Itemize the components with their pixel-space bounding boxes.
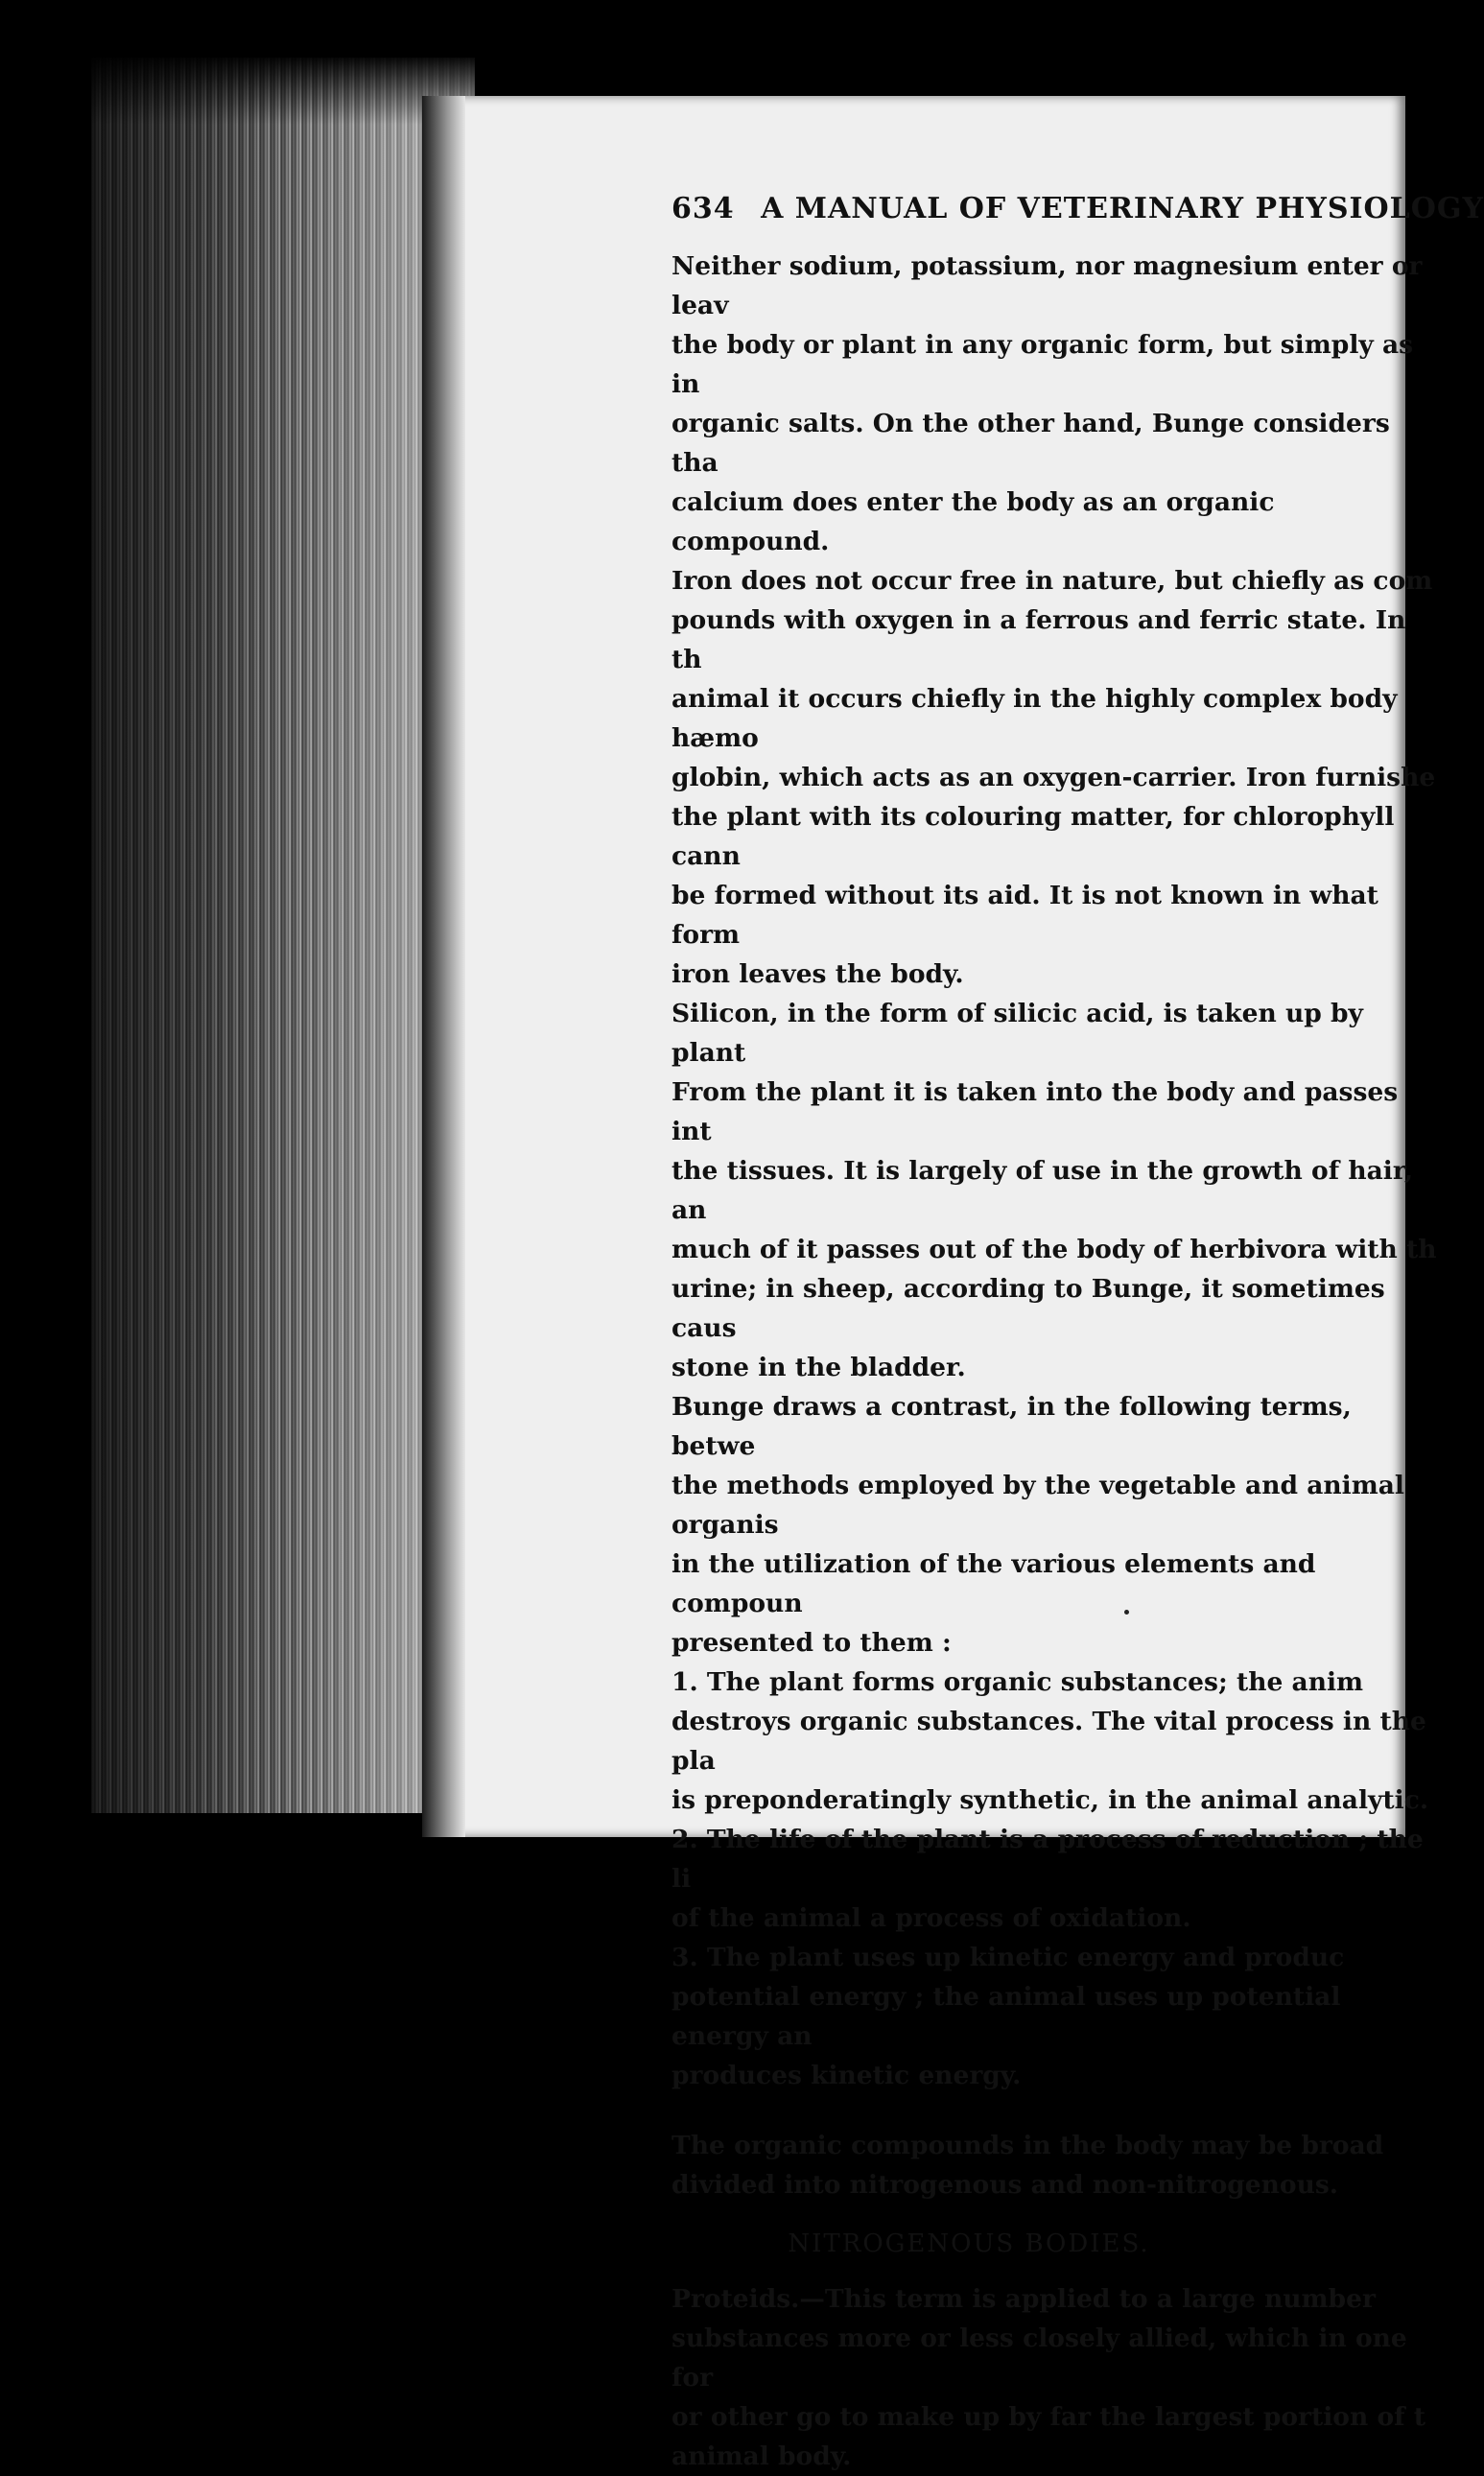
paragraph-silicon: Silicon, in the form of silicic acid, is taken up by plant From the plant it is taken into the body and passes int the tissues. It is largely of use in the growth of hair, an much of it passes out of the body of herbivora with th urine; in sheep, according to Bunge, it sometimes caus stone in the bladder.: [671, 999, 1437, 1382]
page-number: 634: [671, 192, 735, 225]
running-header: [671, 192, 1484, 225]
paragraph-salts: Neither sodium, potassium, nor magnesium enter or leav the body or plant in any organic form, but simply as in organic salts. On the other hand, Bunge considers tha calcium does enter the body as an organic compound.: [671, 251, 1423, 556]
paragraph-gap: [671, 2095, 1439, 2126]
page-text-block: [671, 192, 1484, 2476]
paragraph-iron: Iron does not occur free in nature, but chiefly as com pounds with oxygen in a ferrous and ferric state. In th animal it occurs chiefly in the highly complex body hæmo globin, which acts as an oxygen-carrier. Iron furnishe the plant with its colouring matter, for chlorophyll cann be formed without its aid. It is not known in what form iron leaves the body.: [671, 566, 1436, 989]
book-edge-shading: [91, 58, 475, 1813]
section-heading: NITROGENOUS BODIES.: [788, 2229, 1150, 2258]
paragraph-organic-compounds: The organic compounds in the body may be broad divided into nitrogenous and non-nitrogenous.: [671, 2131, 1384, 2200]
list-item-2: 2. The life of the plant is a process of reduction ; the li of the animal a process of oxidation.: [671, 1825, 1424, 1933]
ink-speck: [1124, 1610, 1129, 1615]
top-shadow: [91, 58, 475, 125]
paragraph-proteids: Proteids.—This term is applied to a large number substances more or less closely allied, which in one for or other go to make up by far the largest portion of t animal body.: [671, 2284, 1426, 2471]
paragraph-bunge-contrast: Bunge draws a contrast, in the following terms, betwe the methods employed by the vegetable and animal organis in the utilization of the various elements and compoun presented to them :: [671, 1392, 1404, 1658]
page-gutter: [422, 96, 465, 1837]
running-title: A MANUAL OF VETERINARY PHYSIOLOGY: [761, 192, 1484, 225]
list-item-1: 1. The plant forms organic substances; the anim destroys organic substances. The vital process in the pla is preponderatingly synthetic, in the animal analytic.: [671, 1667, 1429, 1815]
list-item-3: 3. The plant uses up kinetic energy and produc potential energy ; the animal uses up potential energy an produces kinetic energy.: [671, 1943, 1345, 2090]
